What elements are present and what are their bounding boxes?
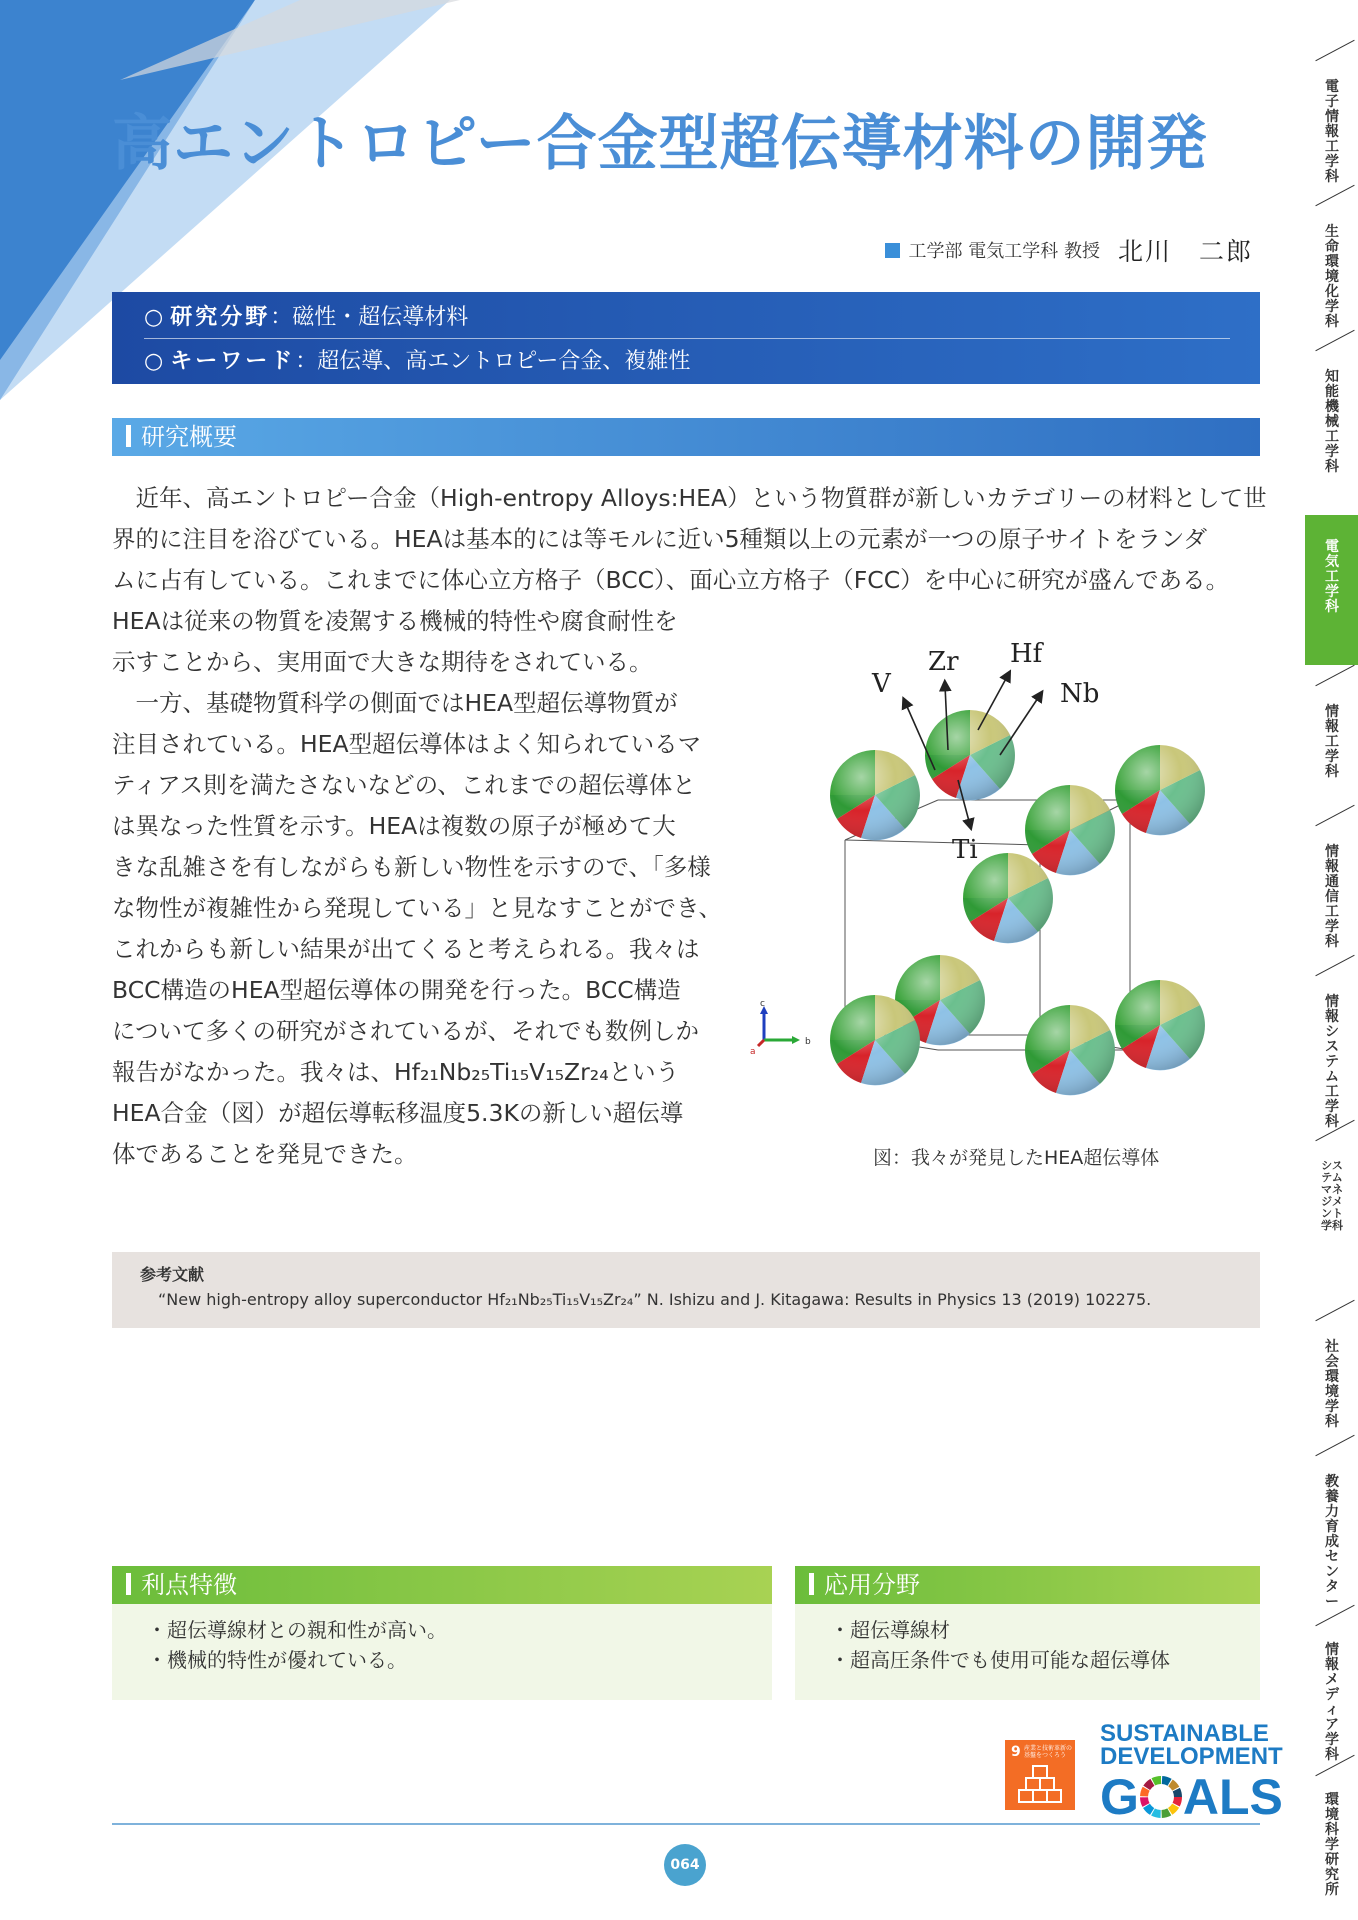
research-field-label: 研究分野	[170, 305, 271, 330]
sdg-line2: DEVELOPMENT	[1100, 1743, 1283, 1770]
side-tab-label: 環境科学研究所	[1325, 1792, 1339, 1898]
text-line: BCC構造のHEA型超伝導体の開発を行った。BCC構造	[112, 976, 681, 1004]
atom	[1115, 745, 1205, 835]
advantages-panel	[112, 1604, 772, 1700]
label-v: V	[872, 669, 891, 699]
side-tab-active[interactable]	[1305, 515, 1358, 665]
atom	[1115, 980, 1205, 1070]
label-hf: Hf	[1010, 639, 1043, 669]
side-tab[interactable]	[1305, 50, 1358, 190]
text-line: は異なった性質を示す。HEAは複数の原子が極めて大	[112, 812, 676, 840]
list-item: ・超伝導線材	[830, 1618, 950, 1642]
crystal-structure-figure	[830, 630, 1270, 1100]
side-tab-label: 情報システム工学科	[1325, 994, 1339, 1130]
sdg-logo-text	[1100, 1722, 1283, 1768]
keyword-value: 超伝導、高エントロピー合金、複雑性	[317, 349, 691, 374]
reference-box	[112, 1252, 1260, 1328]
side-tab-label: 生命環境化学科	[1325, 224, 1339, 330]
text-line: HEAは従来の物質を凌駕する機械的特性や腐食耐性を	[112, 607, 678, 635]
reference-title: 参考文献	[140, 1265, 205, 1284]
text-line: HEA合金（図）が超伝導転移温度5.3Kの新しい超伝導	[112, 1099, 684, 1127]
side-tab[interactable]	[1305, 1765, 1358, 1905]
figure-caption: 図：我々が発見したHEA超伝導体	[873, 1147, 1160, 1169]
sdg-goal-9-icon	[1005, 1740, 1075, 1810]
atom	[1025, 1005, 1115, 1095]
list-item: ・超高圧条件でも使用可能な超伝導体	[830, 1648, 1170, 1672]
side-tab-label: 情報通信工学科	[1325, 844, 1339, 950]
text-line: 示すことから、実用面で大きな期待をされている。	[112, 648, 653, 676]
advantages-heading: 利点特徴	[141, 1571, 237, 1599]
text-line: 近年、高エントロピー合金（High-entropy Alloys:HEA）という物質群が新しいカテゴリーの材料として世	[112, 484, 1267, 512]
circle-icon: ○	[144, 349, 171, 374]
side-tab-label: 電気工学科	[1325, 539, 1339, 615]
heading-bar-icon	[126, 1573, 131, 1595]
atom	[963, 853, 1053, 943]
applications-panel	[795, 1604, 1260, 1700]
cubes-icon	[1018, 1764, 1062, 1804]
applications-heading: 応用分野	[824, 1571, 920, 1599]
research-field-value: 磁性・超伝導材料	[292, 305, 469, 330]
side-tab[interactable]	[1305, 815, 1358, 955]
side-tab[interactable]	[1305, 1445, 1358, 1610]
sdg-goal-number: 9	[1011, 1744, 1021, 1760]
overview-heading-bar	[112, 418, 1260, 456]
side-tab[interactable]	[1305, 965, 1358, 1130]
side-tabs	[1305, 50, 1358, 1910]
text-line: これからも新しい結果が出てくると考えられる。我々は	[112, 935, 700, 963]
side-tab-label: 知能機械工学科	[1325, 369, 1339, 475]
heading-bar-icon	[809, 1573, 814, 1595]
text-line: ムに占有している。これまでに体心立方格子（BCC）、面心立方格子（FCC）を中心に研究が盛んである。	[112, 566, 1230, 594]
text-line: な物性が複雑性から発現している」と見なすことができ、	[112, 894, 723, 922]
axis-b: b	[805, 1037, 811, 1047]
goals-rest: ALS	[1182, 1769, 1283, 1825]
sdg-line1: SUSTAINABLE	[1100, 1720, 1269, 1747]
text-line: 報告がなかった。我々は、Hf₂₁Nb₂₅Ti₁₅V₁₅Zr₂₄という	[112, 1058, 680, 1086]
side-tab[interactable]	[1305, 195, 1358, 335]
atom	[925, 710, 1015, 800]
sdg-goal-text: 産業と技術革新の基盤をつくろう	[1024, 1745, 1073, 1759]
applications-heading-bar	[795, 1566, 1260, 1604]
side-tab[interactable]	[1305, 675, 1358, 805]
side-tab[interactable]	[1305, 340, 1358, 480]
text-line: きな乱雑さを有しながらも新しい物性を示すので、「多様	[112, 853, 711, 881]
label-zr: Zr	[928, 647, 959, 677]
side-tab[interactable]	[1305, 1310, 1358, 1440]
axis-icon	[740, 1000, 820, 1060]
side-tab-label: 情報メディア学科	[1325, 1642, 1339, 1763]
list-item: ・超伝導線材との親和性が高い。	[147, 1618, 447, 1642]
text-line: 体であることを発見できた。	[112, 1140, 418, 1168]
side-tab-label: 情報工学科	[1325, 704, 1339, 780]
author-info	[885, 232, 1253, 268]
page-title: 高エントロピー合金型超伝導材料の開発	[112, 109, 1208, 179]
text-line: について多くの研究がされているが、それでも数例しか	[112, 1017, 700, 1045]
side-tab[interactable]	[1305, 1615, 1358, 1763]
divider	[144, 338, 1230, 339]
advantages-heading-bar	[112, 1566, 772, 1604]
label-nb: Nb	[1060, 679, 1100, 709]
author-name: 北川 二郎	[1117, 237, 1253, 266]
sdg-wheel-icon	[1139, 1775, 1183, 1819]
atom	[830, 750, 920, 840]
side-tab-label: 電子情報工学科	[1325, 79, 1339, 185]
axis-c: c	[760, 1000, 765, 1009]
goals-g: G	[1100, 1769, 1139, 1825]
overview-heading: 研究概要	[141, 423, 237, 451]
text-line: 一方、基礎物質科学の側面ではHEA型超伝導物質が	[112, 689, 678, 717]
axis-a: a	[750, 1047, 756, 1057]
circle-icon: ○	[144, 305, 171, 330]
keyword-row: ○ キーワード：超伝導、高エントロピー合金、複雑性	[144, 349, 691, 374]
author-dept: 工学部 電気工学科 教授	[908, 241, 1100, 262]
page-number: 064	[664, 1844, 706, 1886]
label-ti: Ti	[952, 835, 978, 865]
side-tab[interactable]	[1305, 1130, 1358, 1305]
keyword-label: キーワード	[170, 349, 296, 374]
square-bullet-icon	[885, 243, 900, 258]
atom	[830, 995, 920, 1085]
heading-bar-icon	[126, 425, 131, 447]
side-tab-label: システムマネジメント学科	[1321, 1159, 1343, 1232]
research-field-row: ○ 研究分野：磁性・超伝導材料	[144, 305, 469, 330]
side-tab-label: 社会環境学科	[1325, 1339, 1339, 1430]
text-line: 注目されている。HEA型超伝導体はよく知られているマ	[112, 730, 702, 758]
reference-text: “New high-entropy alloy superconductor Hf₂₁Nb₂₅Ti₁₅V₁₅Zr₂₄” N. Ishizu and J. Kitagawa: Results in Physics 13 (2019) 102275.	[158, 1290, 1152, 1309]
sdg-goals-logo	[1100, 1768, 1283, 1826]
text-line: 界的に注目を浴びている。HEAは基本的には等モルに近い5種類以上の元素が一つの原子サイトをランダ	[112, 525, 1207, 553]
list-item: ・機械的特性が優れている。	[147, 1648, 407, 1672]
side-tab-label: 教養力育成センター	[1325, 1474, 1339, 1610]
text-line: ティアス則を満たさないなどの、これまでの超伝導体と	[112, 771, 696, 799]
keyword-box	[112, 292, 1260, 384]
footer-line	[112, 1823, 1260, 1825]
atom	[1025, 785, 1115, 875]
